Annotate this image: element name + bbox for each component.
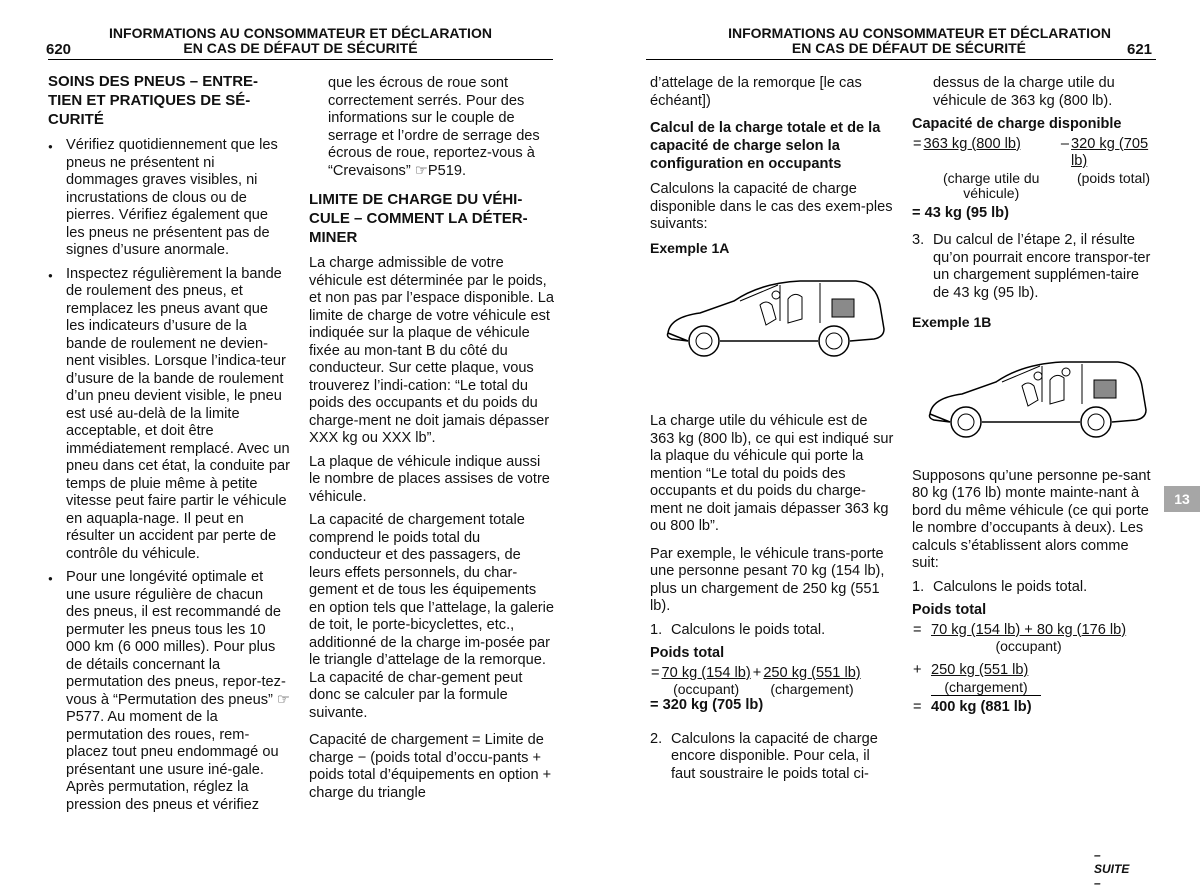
page-number: 620 (46, 41, 72, 58)
step-item (912, 232, 1157, 302)
steps-list (650, 731, 895, 784)
steps-list (912, 579, 1157, 597)
plus-sign: + (752, 664, 762, 681)
steps-list (650, 622, 895, 640)
formula-cell (930, 680, 1127, 698)
equals-sign: = (912, 204, 921, 221)
formula-label: (charge utile du véhicule) (942, 169, 1040, 201)
paragraph: Capacité de chargement = Limite de charge − (poids total d’occu-pants + poids total d’équipements en option + charge du triangle (309, 732, 552, 801)
header-line-1: INFORMATIONS AU CONSOMMATEUR ET DÉCLARATION (109, 25, 492, 41)
formula-result: 400 kg (881 lb) (931, 699, 1032, 715)
formula-value: 363 kg (800 lb) (923, 135, 1021, 152)
paragraph: La capacité de chargement totale comprend le poids total du conducteur et des passagers, de leurs effets personnels, du char-gement et de tous les équipements en option tels que l’attelage, la galerie de toit, le porte-bicyclettes, etc., additionné de la charge im-posée par le triangle d’attelage de la remorque. La capacité de char-gement peut donc se calculer par la formule suivante. (309, 512, 555, 721)
paragraph: La charge admissible de votre véhicule est déterminée par le poids, et non pas par l’espace disponible. La limite de charge de votre véhicule est indiquée sur la plaque de véhicule fixée au mon-tant B du côté du conducteur. Sur cette plaque, vous trouverez l’indi-cation: “Le total du poids des occupants et du poids du charge-ment ne doit jamais dépasser XXX kg ou XXX lb”. (309, 255, 555, 446)
chapter-tab[interactable]: 13 (1164, 486, 1200, 512)
header-line-2: EN CAS DE DÉFAUT DE SÉCURITÉ (791, 39, 1026, 56)
car-illustration-1a (660, 271, 890, 371)
formula-result-row (650, 697, 895, 715)
page-header (646, 26, 1156, 55)
equals-sign: = (913, 621, 922, 638)
formula-label: (occupant) (995, 638, 1062, 654)
formula-available-capacity (912, 136, 1157, 201)
example-1b-label: Exemple 1B (912, 314, 992, 330)
step-item (650, 731, 895, 784)
section-title-load-limit: LIMITE DE CHARGE DU VÉHI-CULE – COMMENT LA DÉTER-MINER (309, 191, 528, 246)
formula-label: (occupant) (673, 681, 740, 697)
formula-cell (930, 654, 1127, 680)
formula-value: 320 kg (705 lb) (1071, 135, 1149, 169)
formula-title: Poids total (650, 645, 725, 661)
formula-value: 250 kg (551 lb) (763, 664, 861, 681)
equals-sign: = (913, 699, 922, 715)
paragraph: La charge utile du véhicule est de 363 kg (800 lb), ce qui est indiqué sur la plaque du véhicule qui porte la mention “Le total du poids des occupants et du poids du charge-ment ne doit jamais dépasser 363 kg ou 800 lb”. (650, 413, 894, 534)
equals-sign: = (913, 135, 922, 152)
minus-sign: – (1060, 135, 1070, 152)
continued-marker: – SUITE – (1094, 848, 1130, 890)
plus-sign: + (913, 662, 922, 678)
formula-value: 70 kg (154 lb) (661, 664, 751, 681)
paragraph: Par exemple, le véhicule trans-porte une personne pesant 70 kg (154 lb), plus un chargement de 250 kg (551 lb). (650, 545, 885, 614)
paragraph: que les écrous de roue sont correctement serrés. Pour des informations sur le couple de serrage et l’ordre de serrage des écrous de roue, reportez-vous à “Crevaisons” ☞P519. (328, 75, 540, 179)
step-number: 2. (650, 730, 663, 747)
formula-label: (poids total) (1076, 169, 1151, 186)
paragraph: d’attelage de la remorque [le cas échéant]) (650, 75, 862, 109)
car-illustration-1b (922, 352, 1152, 452)
bullet-item: ● Vérifiez quotidiennement que les pneus ne présentent ni dommages graves visibles, ni incrustations de clous ou de pierres. Vérifiez également que les pneus ne présentent pas de signes d’usure anormale. (48, 137, 290, 260)
column-4 (912, 75, 1157, 717)
bullet-item: ● Inspectez régulièrement la bande de roulement des pneus, et remplacez les pneus avant que les indicateurs d’usure de la bande de roulement ne devien-nent visibles. Lorsque l’indica-teur d’usure de la bande de roulement d’un pneu devient visible, le pneu est usé au-delà de la limite acceptable, et doit être immédiatement remplacé. Avec un pneu dans cet état, la conduite par temps de pluie même à petite vitesse peut faire partir le véhicule en aquapla-nage. Il peut en résulter un accident par perte de contrôle du véhicule. (48, 266, 290, 564)
formula-label: (chargement) (770, 681, 854, 697)
formula-result: 320 kg (705 lb) (662, 697, 764, 713)
step-number: 1. (650, 621, 663, 638)
section-title-tire-care: SOINS DES PNEUS – ENTRE-TIEN ET PRATIQUES DE SÉ-CURITÉ (48, 73, 259, 128)
steps-list (912, 232, 1157, 302)
paragraph: Calculons la capacité de charge disponible dans le cas des exem-ples suivants: (650, 181, 893, 232)
header-line-2: EN CAS DE DÉFAUT DE SÉCURITÉ (183, 39, 418, 56)
formula-result: 43 kg (95 lb) (924, 204, 1009, 221)
step-text: Calculons le poids total. (671, 621, 826, 638)
formula-value: 70 kg (154 lb) + 80 kg (176 lb) (931, 621, 1127, 638)
step-item (912, 579, 1157, 597)
step-text: Du calcul de l’étape 2, il résulte qu’on pourrait encore transpor-ter un chargement supplémen-taire de 43 kg (95 lb). (933, 232, 1151, 301)
formula-title: Poids total (912, 602, 987, 618)
formula-title: Capacité de charge disponible (912, 116, 1122, 132)
page-number: 621 (1127, 41, 1153, 58)
equals-sign: = (651, 664, 660, 681)
paragraph: La plaque de véhicule indique aussi le nombre de places assises de votre véhicule. (309, 453, 550, 505)
formula-total-weight-1b (912, 622, 1127, 717)
formula-result-row (912, 205, 1157, 223)
section-title-calculation: Calcul de la charge totale et de la capacité de charge selon la configuration en occupants (650, 120, 881, 172)
paragraph: dessus de la charge utile du véhicule de 363 kg (800 lb). (933, 75, 1115, 109)
equals-sign: = (650, 697, 659, 713)
formula-value: 250 kg (551 lb) (931, 662, 1029, 678)
formula-total-weight (650, 665, 862, 698)
step-number: 1. (912, 578, 925, 595)
step-number: 3. (912, 232, 925, 248)
step-item (650, 622, 895, 640)
step-text: Calculons la capacité de charge encore disponible. Pour cela, il faut soustraire le poids total ci- (671, 730, 878, 782)
paragraph: Supposons qu’une personne pe-sant 80 kg (176 lb) monte mainte-nant à bord du même véhicule (ce qui porte le nombre d’occupants à deux). Les calculs s’établissent alors comme suit: (912, 467, 1151, 571)
column-3 (650, 75, 895, 789)
step-text: Calculons le poids total. (933, 578, 1088, 595)
formula-label: (chargement) (931, 680, 1041, 696)
header-divider (646, 59, 1156, 60)
example-1a-label: Exemple 1A (650, 239, 730, 256)
header-line-1: INFORMATIONS AU CONSOMMATEUR ET DÉCLARATION (728, 25, 1111, 41)
bullet-item: ● Pour une longévité optimale et une usure régulière de chacun des pneus, il est recommandé de permuter les pneus tous les 10 000 km (6 000 milles). Pour plus de détails concernant la permutation des pneus, repor-tez-vous à “Permutation des pneus” ☞P577. Au moment de la permutation des roues, rem-placez tout pneu endommagé ou présentant une usure iné-gale. Après permutation, réglez la pression des pneus et vérifiez (48, 569, 290, 814)
